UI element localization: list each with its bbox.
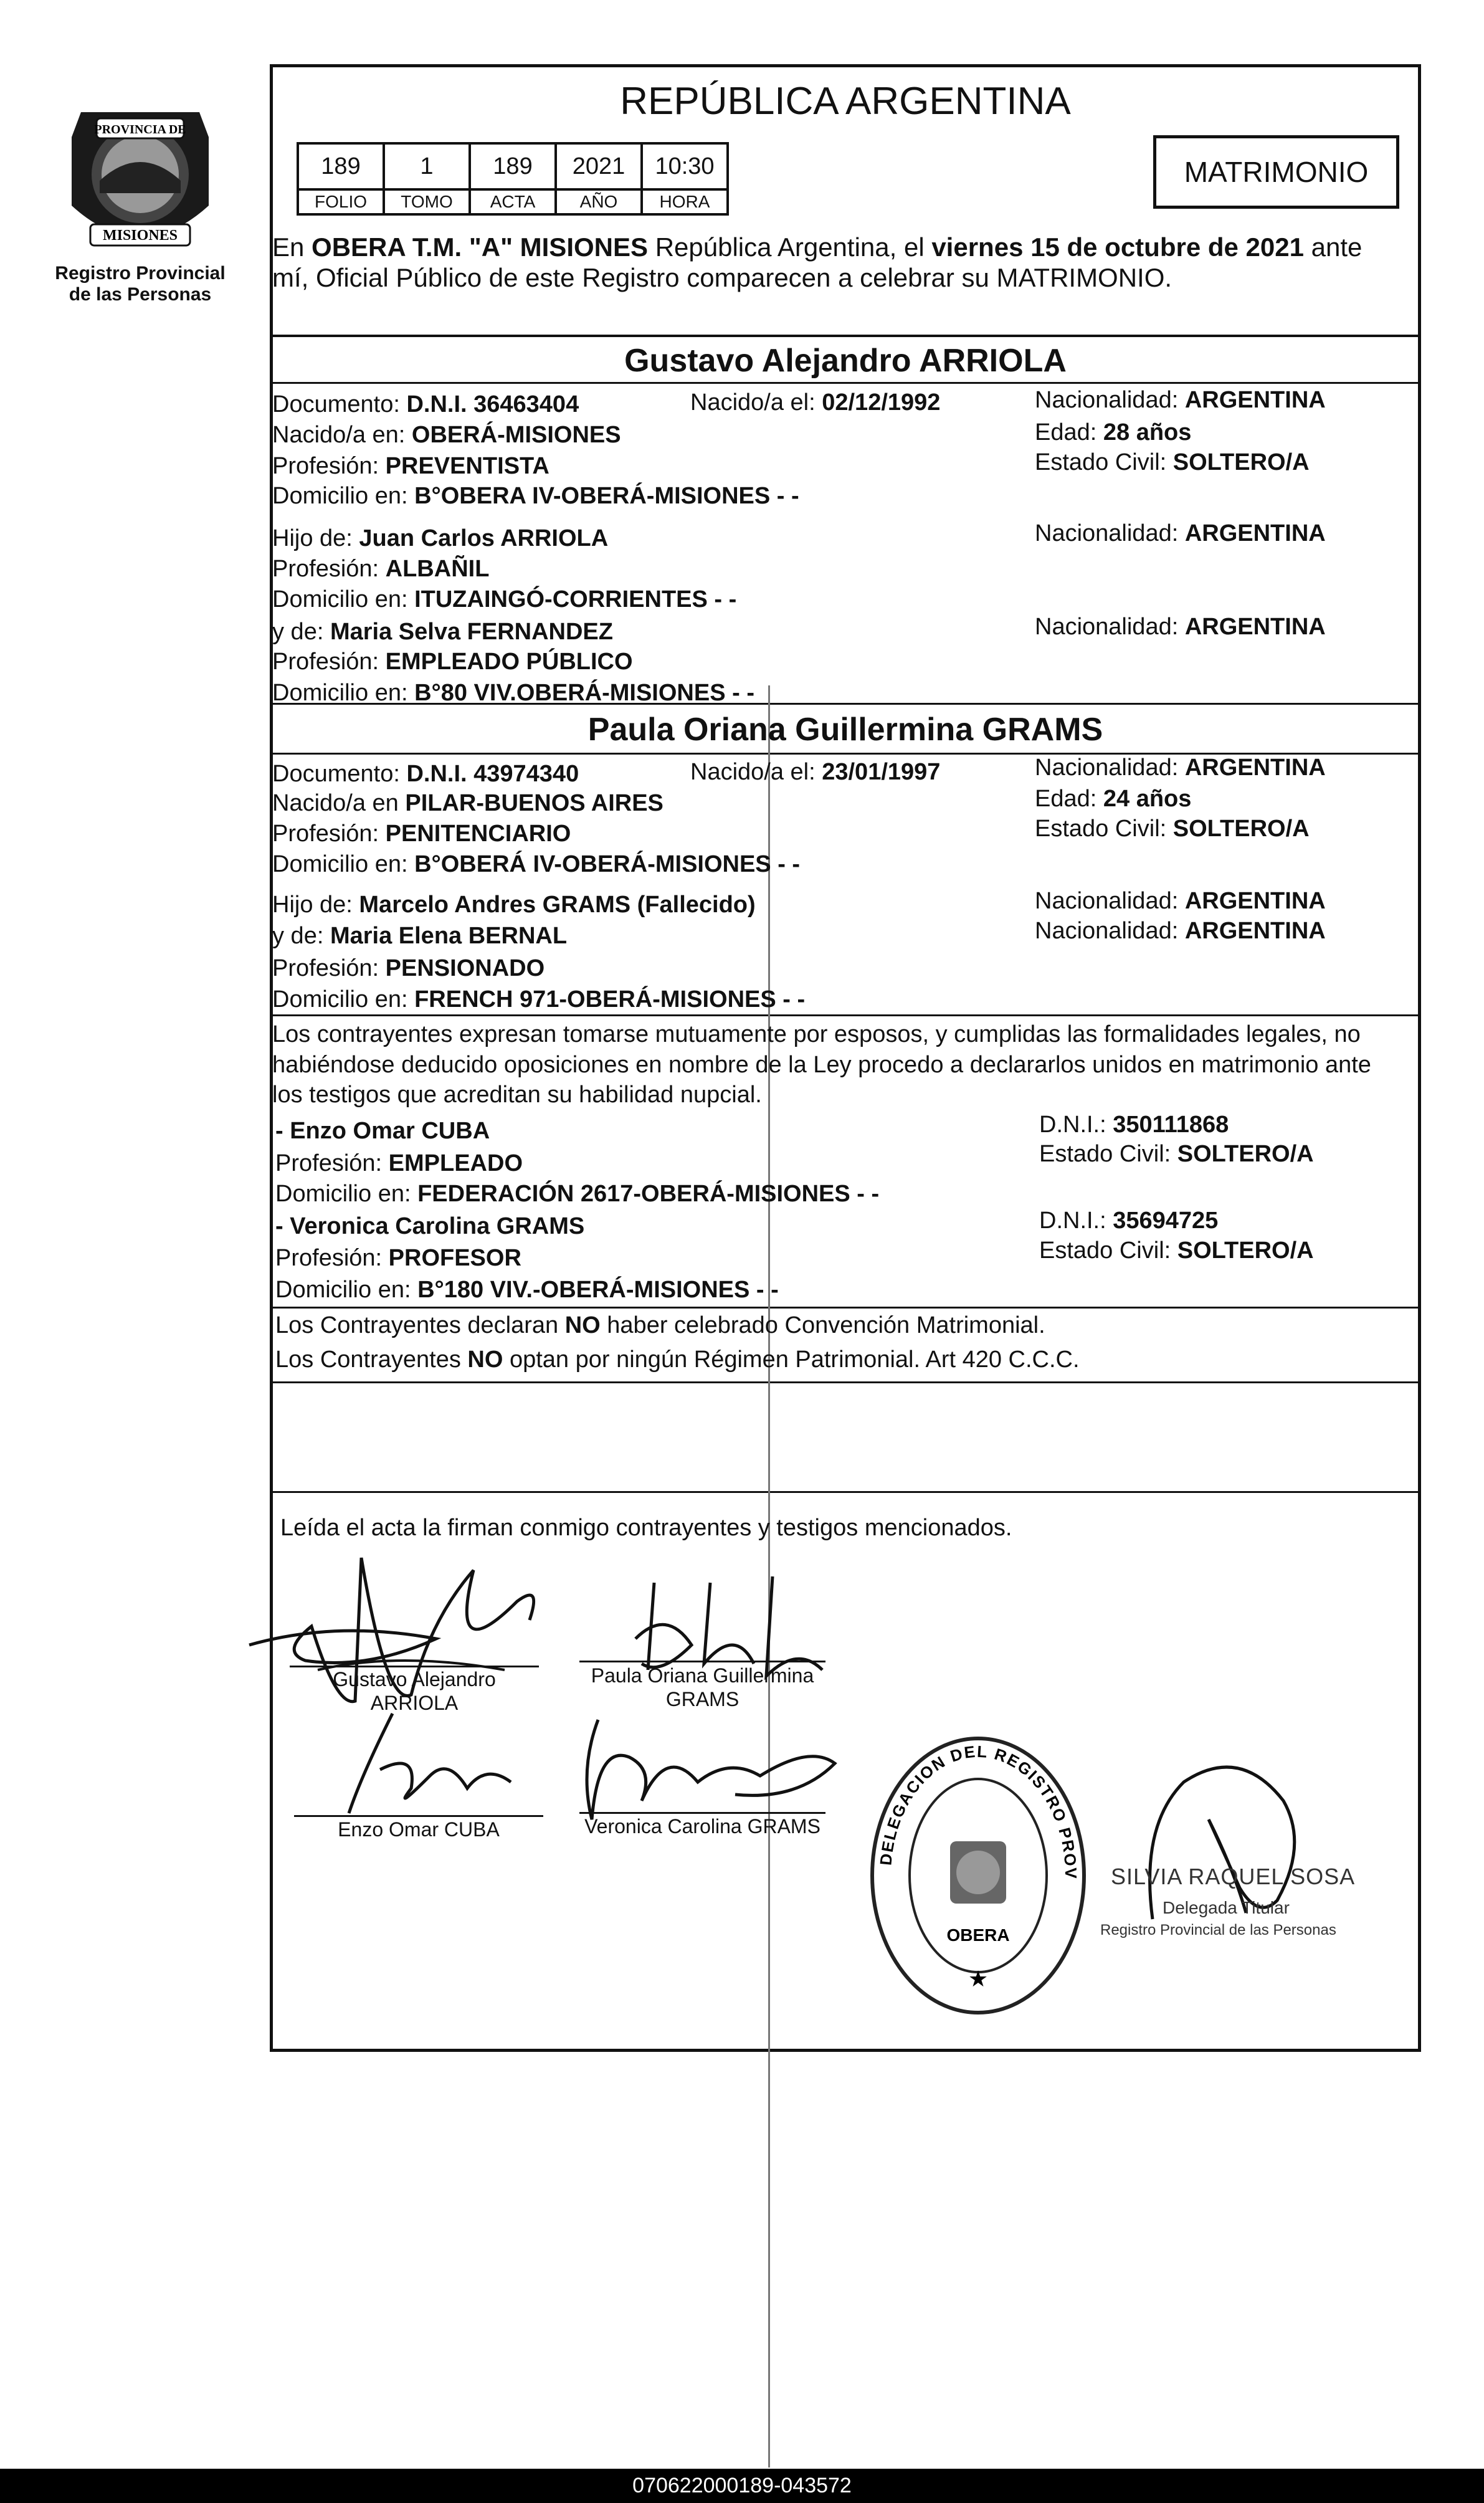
svg-text:MISIONES: MISIONES [102, 227, 178, 244]
declaration-line-1: Los contrayentes expresan tomarse mutuamente por esposos, y cumplidas las formalidades legales, no [272, 1021, 1361, 1047]
divider [270, 1307, 1421, 1309]
party2-padre: Hijo de: Marcelo Andres GRAMS (Fallecido) [272, 892, 756, 918]
party1-name: Gustavo Alejandro ARRIOLA [624, 343, 1067, 379]
divider [270, 1491, 1421, 1493]
party2-madre: y de: Maria Elena BERNAL [272, 923, 568, 949]
tomo-value: 1 [384, 143, 470, 189]
party2-madre-domicilio: Domicilio en: FRENCH 971-OBERÁ-MISIONES - - [272, 986, 806, 1013]
logo-caption: Registro Provincial de las Personas [55, 263, 226, 305]
party1-padre: Hijo de: Juan Carlos ARRIOLA [272, 525, 609, 551]
party1-padre-nacionalidad: Nacionalidad: ARGENTINA [1035, 520, 1326, 546]
party1-documento: Documento: D.N.I. 36463404 [272, 391, 579, 417]
official-stamp [859, 1717, 1090, 2019]
witness1-domicilio: Domicilio en: FEDERACIÓN 2617-OBERÁ-MISIONES - - [275, 1181, 880, 1207]
party1-madre: y de: Maria Selva FERNANDEZ [272, 619, 613, 645]
witness2-estado-civil: Estado Civil: SOLTERO/A [1039, 1237, 1314, 1264]
divider [270, 1381, 1421, 1383]
signature-line [579, 1812, 825, 1814]
signature-caption-veronica: Veronica Carolina GRAMS [584, 1815, 820, 1838]
party2-padre-nacionalidad: Nacionalidad: ARGENTINA [1035, 888, 1326, 914]
svg-text:PROVINCIA DE: PROVINCIA DE [94, 123, 186, 136]
signature-caption-cuba: Enzo Omar CUBA [338, 1818, 500, 1841]
svg-text:OBERA: OBERA [946, 1925, 1010, 1945]
witness2-dni: D.N.I.: 35694725 [1039, 1208, 1219, 1234]
party2-nacido-en: Nacido/a en PILAR-BUENOS AIRES [272, 790, 664, 816]
signature-caption-grams: Paula Oriana Guillermina GRAMS [591, 1664, 814, 1710]
party1-padre-profesion: Profesión: ALBAÑIL [272, 556, 490, 582]
witness2-name: - Veronica Carolina GRAMS [275, 1213, 585, 1239]
official-org: Registro Provincial de las Personas [1100, 1922, 1336, 1938]
acta-label: ACTA [470, 189, 556, 214]
svg-text:DELEGACION DEL REGISTRO PROVIN: DELEGACION DEL REGISTRO PROVINCIAL DE LAS PERSONAS [859, 1717, 1081, 1880]
party2-domicilio: Domicilio en: B°OBERÁ IV-OBERÁ-MISIONES - - [272, 851, 801, 877]
tomo-label: TOMO [384, 189, 470, 214]
party2-nacido-el: Nacido/a el: 23/01/1997 [690, 759, 941, 785]
signature-line [579, 1661, 825, 1662]
folio-value: 189 [298, 143, 384, 189]
closing-text: Leída el acta la firman conmigo contrayentes y testigos mencionados. [280, 1515, 1012, 1541]
divider [270, 335, 1421, 337]
witness2-profesion: Profesión: PROFESOR [275, 1245, 521, 1271]
intro-line-2: mí, Oficial Público de este Registro comparecen a celebrar su MATRIMONIO. [272, 263, 1172, 292]
registry-table [297, 142, 729, 216]
svg-text:★: ★ [968, 1967, 989, 1992]
acta-value: 189 [470, 143, 556, 189]
party2-nacionalidad: Nacionalidad: ARGENTINA [1035, 755, 1326, 781]
party2-estado-civil: Estado Civil: SOLTERO/A [1035, 816, 1310, 842]
witness1-profesion: Profesión: EMPLEADO [275, 1150, 523, 1176]
witness1-dni: D.N.I.: 350111868 [1039, 1112, 1229, 1138]
convention-line-1: Los Contrayentes declaran NO haber celebrado Convención Matrimonial. [275, 1312, 1045, 1338]
divider [270, 382, 1421, 384]
party2-madre-profesion: Profesión: PENSIONADO [272, 955, 545, 981]
convention-line-2: Los Contrayentes NO optan por ningún Régimen Patrimonial. Art 420 C.C.C. [275, 1347, 1080, 1373]
party1-nacionalidad: Nacionalidad: ARGENTINA [1035, 387, 1326, 413]
folio-label: FOLIO [298, 189, 384, 214]
witness2-domicilio: Domicilio en: B°180 VIV.-OBERÁ-MISIONES - - [275, 1277, 779, 1303]
party2-profesion: Profesión: PENITENCIARIO [272, 821, 571, 847]
official-name: SILVIA RAQUEL SOSA [1111, 1864, 1356, 1889]
party1-madre-nacionalidad: Nacionalidad: ARGENTINA [1035, 614, 1326, 640]
hora-label: HORA [642, 189, 728, 214]
party1-nacido-el: Nacido/a el: 02/12/1992 [690, 389, 941, 416]
registro-provincial-logo [62, 100, 218, 268]
party1-madre-domicilio: Domicilio en: B°80 VIV.OBERÁ-MISIONES - - [272, 680, 754, 706]
party2-documento: Documento: D.N.I. 43974340 [272, 761, 579, 787]
ano-value: 2021 [556, 143, 642, 189]
signature-caption-arriola: Gustavo Alejandro ARRIOLA [333, 1668, 496, 1714]
witness1-estado-civil: Estado Civil: SOLTERO/A [1039, 1141, 1314, 1167]
act-type-box: MATRIMONIO [1153, 135, 1399, 209]
party1-nacido-en: Nacido/a en: OBERÁ-MISIONES [272, 422, 621, 448]
party2-edad: Edad: 24 años [1035, 786, 1192, 812]
intro-line-1: En OBERA T.M. "A" MISIONES República Argentina, el viernes 15 de octubre de 2021 ante [272, 232, 1363, 262]
party1-madre-profesion: Profesión: EMPLEADO PÚBLICO [272, 649, 633, 675]
declaration-line-3: los testigos que acreditan su habilidad nupcial. [272, 1082, 762, 1108]
party1-estado-civil: Estado Civil: SOLTERO/A [1035, 449, 1310, 475]
page-title: REPÚBLICA ARGENTINA [620, 80, 1071, 123]
official-title: Delegada Titular [1163, 1898, 1290, 1917]
witness1-name: - Enzo Omar CUBA [275, 1118, 490, 1144]
party1-padre-domicilio: Domicilio en: ITUZAINGÓ-CORRIENTES - - [272, 586, 737, 613]
ano-label: AÑO [556, 189, 642, 214]
party1-profesion: Profesión: PREVENTISTA [272, 453, 549, 479]
party2-name: Paula Oriana Guillermina GRAMS [587, 712, 1103, 748]
signature-line [294, 1815, 543, 1817]
divider [270, 1014, 1421, 1016]
barcode-number: 070622000189-043572 [632, 2474, 852, 2497]
hora-value: 10:30 [642, 143, 728, 189]
declaration-line-2: habiéndose deducido oposiciones en nombre de la Ley procedo a declararlos unidos en matrimonio ante [272, 1052, 1371, 1078]
party1-edad: Edad: 28 años [1035, 419, 1192, 446]
party1-domicilio: Domicilio en: B°OBERA IV-OBERÁ-MISIONES - - [272, 483, 799, 509]
party2-madre-nacionalidad: Nacionalidad: ARGENTINA [1035, 918, 1326, 944]
signature-cuba [324, 1701, 548, 1826]
